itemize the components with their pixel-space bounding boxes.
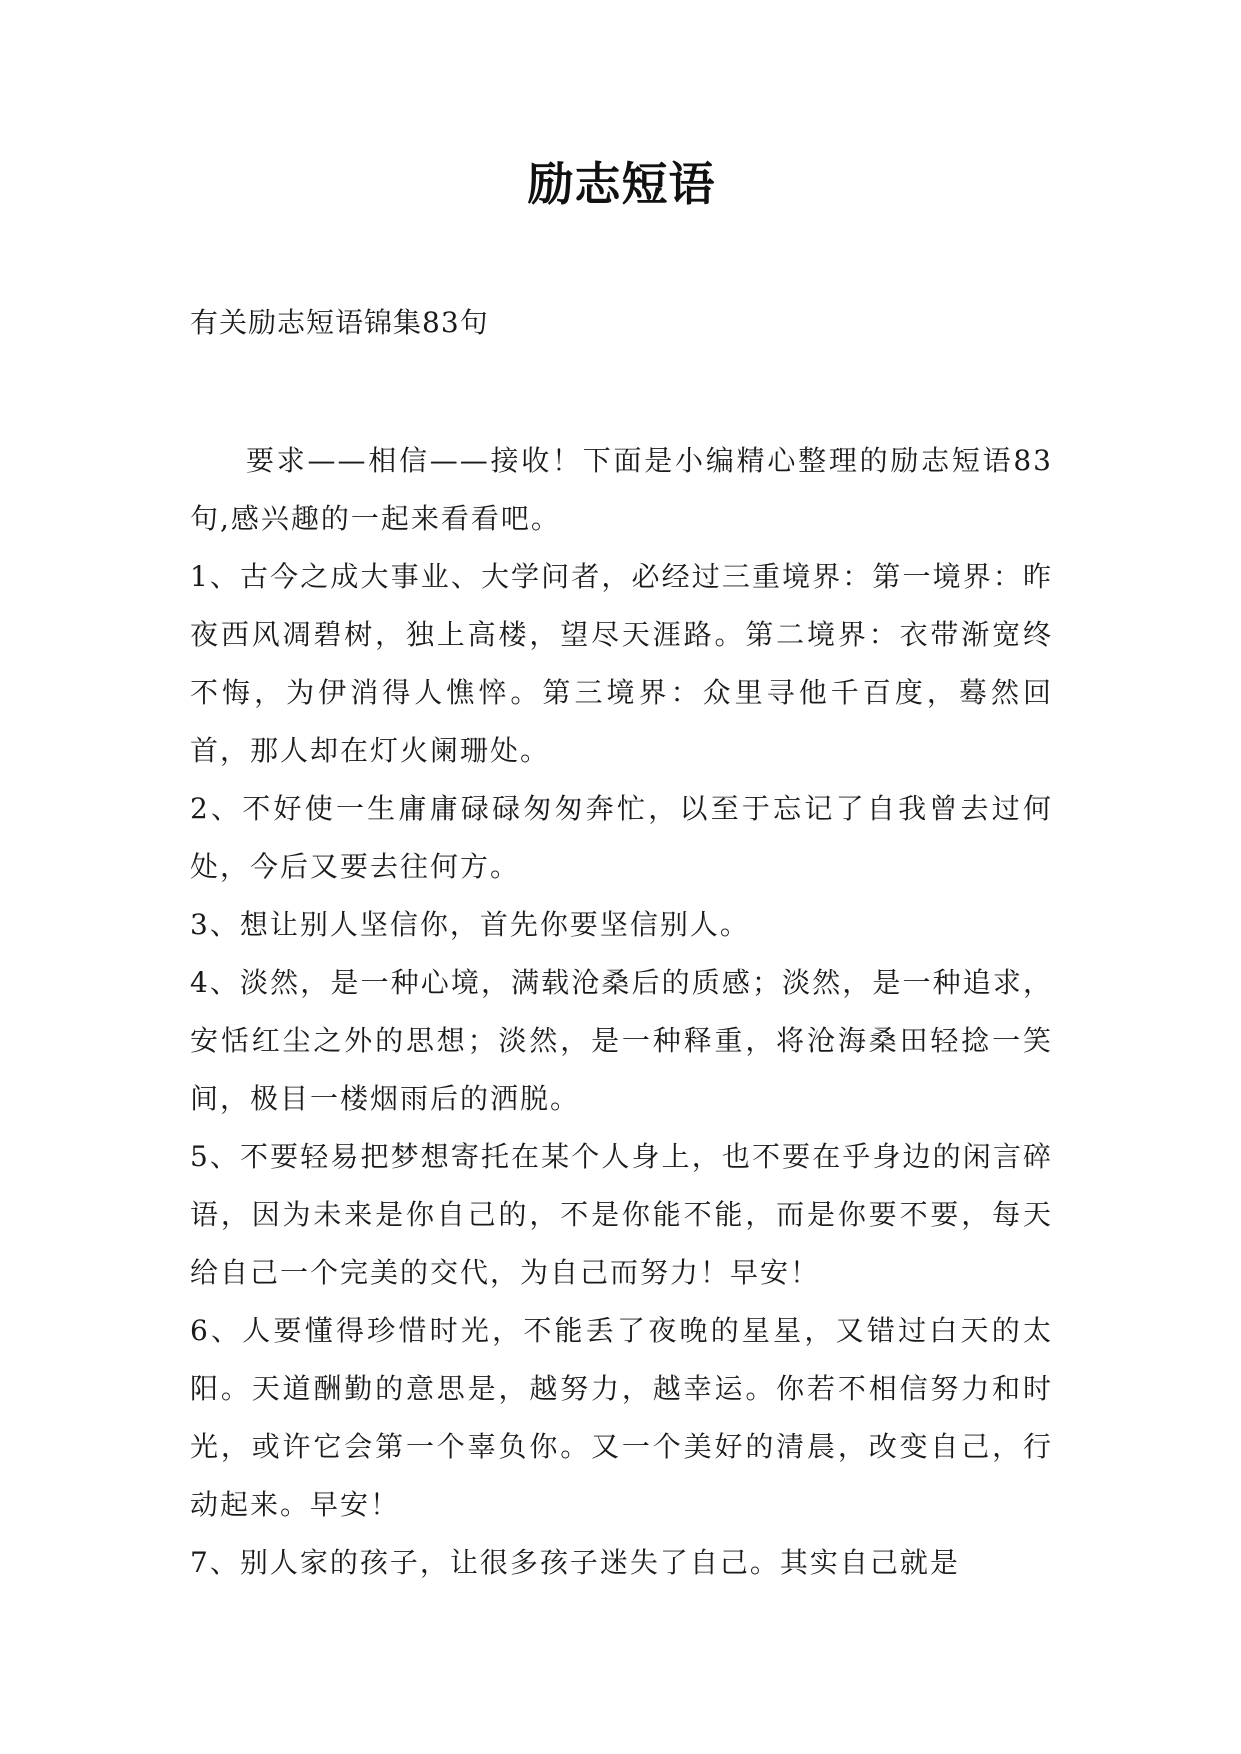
document-body: [190, 432, 1053, 1592]
quote-item-5: 5、不要轻易把梦想寄托在某个人身上，也不要在乎身边的闲言碎语，因为未来是你自己的，不是你能不能，而是你要不要，每天给自己一个完美的交代，为自己而努力！早安！: [190, 1140, 1053, 1289]
quote-item-1: 1、古今之成大事业、大学问者，必经过三重境界：第一境界：昨夜西风凋碧树，独上高楼，望尽天涯路。第二境界：衣带渐宽终不悔，为伊消得人憔悴。第三境界：众里寻他千百度，蓦然回首，那人却在灯火阑珊处。: [190, 560, 1053, 767]
quote-item-7: 7、别人家的孩子，让很多孩子迷失了自己。其实自己就是: [190, 1546, 960, 1579]
quote-item-4: 4、淡然，是一种心境，满载沧桑后的质感；淡然，是一种追求，安恬红尘之外的思想；淡然，是一种释重，将沧海桑田轻捻一笑间，极目一楼烟雨后的洒脱。: [190, 966, 1053, 1115]
quote-item-3: 3、想让别人坚信你，首先你要坚信别人。: [190, 908, 750, 941]
quote-item-6: 6、人要懂得珍惜时光，不能丢了夜晚的星星，又错过白天的太阳。天道酬勤的意思是，越努力，越幸运。你若不相信努力和时光，或许它会第一个辜负你。又一个美好的清晨，改变自己，行动起来。早安！: [190, 1314, 1053, 1521]
quote-item-2: 2、不好使一生庸庸碌碌匆匆奔忙，以至于忘记了自我曾去过何处，今后又要去往何方。: [190, 792, 1053, 883]
document-title: 励志短语: [527, 157, 716, 211]
intro-paragraph: 要求——相信——接收！下面是小编精心整理的励志短语83句,感兴趣的一起来看看吧。: [190, 444, 1053, 535]
document-subtitle: 有关励志短语锦集83句: [190, 306, 489, 339]
